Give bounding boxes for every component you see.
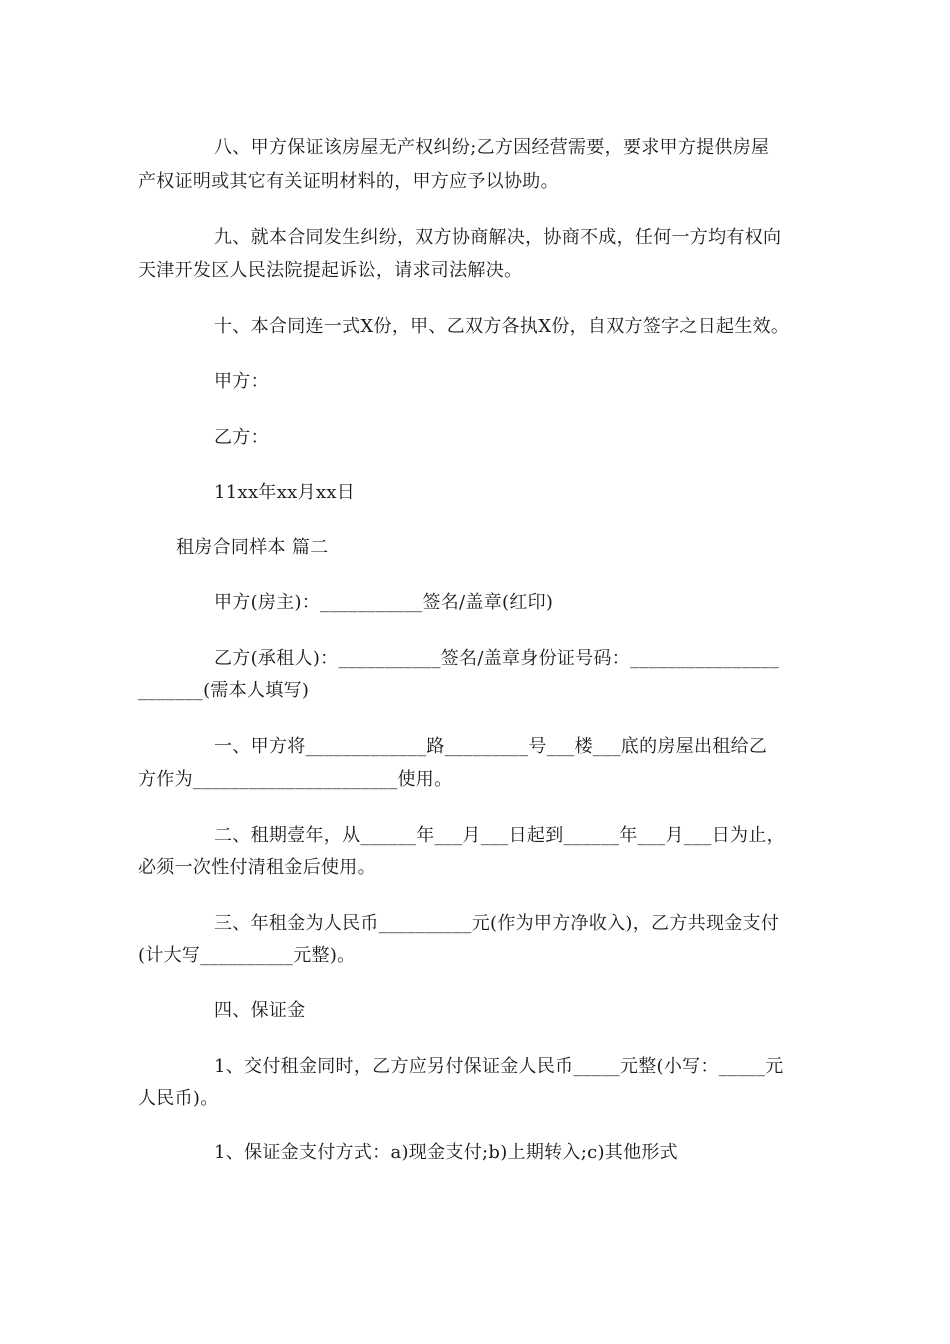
party-a-label: 甲方： bbox=[214, 371, 269, 392]
clause-1-line-2: 方作为______________________使用。 bbox=[138, 769, 453, 790]
clause-9-line-2: 天津开发区人民法院提起诉讼，请求司法解决。 bbox=[138, 260, 523, 281]
deposit-item-1-line-2: 人民币)。 bbox=[138, 1088, 219, 1109]
deposit-item-1-line-1: 1、交付租金同时，乙方应另付保证金人民币_____元整(小写：_____元 bbox=[214, 1056, 784, 1077]
tenant-line-2: _______(需本人填写) bbox=[138, 680, 310, 701]
clause-4-heading: 四、保证金 bbox=[214, 1000, 306, 1021]
deposit-payment-method: 1、保证金支付方式：a)现金支付;b)上期转入;c)其他形式 bbox=[214, 1142, 678, 1163]
clause-3-line-2: (计大写__________元整)。 bbox=[138, 945, 356, 966]
party-b-label: 乙方： bbox=[214, 427, 269, 448]
clause-8-line-2: 产权证明或其它有关证明材料的，甲方应予以协助。 bbox=[138, 171, 559, 192]
clause-9-line-1: 九、就本合同发生纠纷，双方协商解决，协商不成，任何一方均有权向 bbox=[214, 227, 782, 248]
clause-1-line-1: 一、甲方将_____________路_________号___楼___底的房屋出租给乙 bbox=[214, 736, 768, 757]
clause-10: 十、本合同连一式X份，甲、乙双方各执X份，自双方签字之日起生效。 bbox=[214, 316, 790, 337]
landlord-line: 甲方(房主)：___________签名/盖章(红印) bbox=[214, 592, 554, 613]
signing-date: 11xx年xx月xx日 bbox=[214, 482, 356, 503]
tenant-line-1: 乙方(承租人)：___________签名/盖章身份证号码：________________ bbox=[214, 648, 779, 669]
clause-8-line-1: 八、甲方保证该房屋无产权纠纷;乙方因经营需要，要求甲方提供房屋 bbox=[214, 137, 770, 158]
clause-2-line-1: 二、租期壹年，从______年___月___日起到______年___月___日为止， bbox=[214, 825, 785, 846]
section-heading: 租房合同样本 篇二 bbox=[176, 537, 329, 558]
clause-3-line-1: 三、年租金为人民币__________元(作为甲方净收入)，乙方共现金支付 bbox=[214, 913, 780, 934]
clause-2-line-2: 必须一次性付清租金后使用。 bbox=[138, 857, 376, 878]
